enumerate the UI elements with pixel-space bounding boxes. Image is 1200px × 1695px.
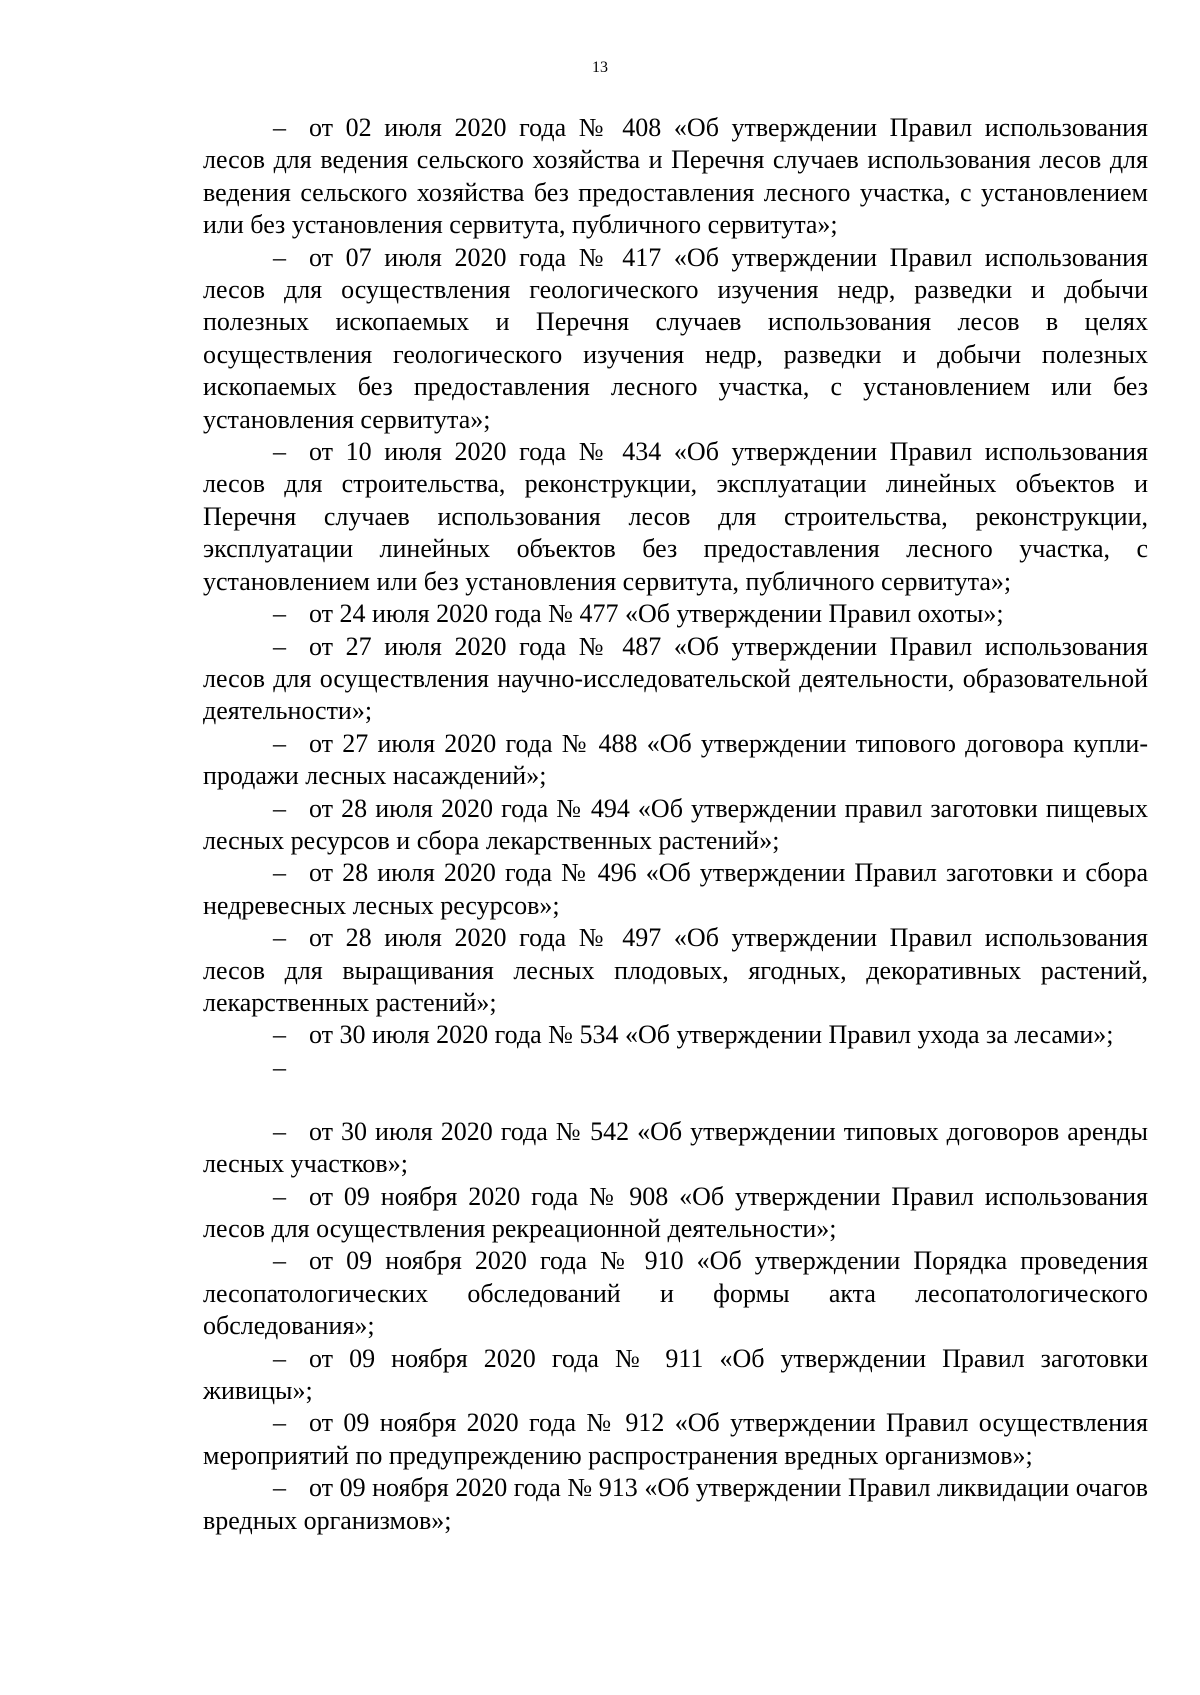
list-item-text: от 27 июля 2020 года № 487 «Об утверждении Правил использования лесов для осуществления научно-исследовательской деятельности, образовательной деятельности»; xyxy=(203,631,1148,726)
list-dash: – xyxy=(273,1246,286,1276)
decree-list xyxy=(203,112,1148,1537)
list-dash: – xyxy=(273,923,286,953)
list-item-text: от 09 ноября 2020 года № 910 «Об утверждении Порядка проведения лесопатологических обследований и формы акта лесопатологического обследования»; xyxy=(203,1246,1148,1341)
list-item-text: от 30 июля 2020 года № 542 «Об утверждении типовых договоров аренды лесных участков»; xyxy=(203,1116,1148,1179)
list-dash: – xyxy=(273,631,286,661)
list-dash: – xyxy=(273,728,286,758)
list-item xyxy=(203,436,1148,598)
page-number: 13 xyxy=(592,59,608,76)
list-dash: – xyxy=(273,437,286,467)
list-item-text: от 09 ноября 2020 года № 912 «Об утверждении Правил осуществления мероприятий по предупреждению распространения вредных организмов»; xyxy=(203,1408,1148,1470)
list-dash: – xyxy=(273,242,286,272)
list-item-text: от 02 июля 2020 года № 408 «Об утверждении Правил использования лесов для ведения сельского хозяйства и Перечня случаев использования лесов для ведения сельского хозяйства без предоставления лесного участка, с установлением или без установления сервитута, публичного сервитута»; xyxy=(203,113,1148,240)
list-dash: – xyxy=(273,1408,286,1438)
list-item xyxy=(203,112,1148,242)
list-item-text: от 28 июля 2020 года № 496 «Об утверждении Правил заготовки и сбора недревесных лесных ресурсов»; xyxy=(203,858,1148,920)
list-dash: – xyxy=(273,1052,286,1082)
list-item xyxy=(203,1116,1148,1181)
list-item xyxy=(203,1245,1148,1342)
list-item-text: от 27 июля 2020 года № 488 «Об утверждении типового договора купли-продажи лесных насаждений»; xyxy=(203,728,1148,791)
list-dash: – xyxy=(273,1343,286,1373)
list-dash: – xyxy=(273,1020,286,1050)
list-item xyxy=(203,793,1148,858)
list-item-text: от 09 ноября 2020 года № 911 «Об утверждении Правил заготовки живицы»; xyxy=(203,1343,1148,1406)
list-item xyxy=(203,1019,1148,1051)
list-item xyxy=(203,1181,1148,1246)
list-dash: – xyxy=(273,1116,286,1146)
list-dash: – xyxy=(273,599,286,629)
list-item xyxy=(203,922,1148,1019)
list-item xyxy=(203,1407,1148,1472)
list-item xyxy=(203,1472,1148,1537)
list-item xyxy=(203,857,1148,922)
list-item xyxy=(203,728,1148,793)
list-item-text: от 09 ноября 2020 года № 908 «Об утверждении Правил использования лесов для осуществления рекреационной деятельности»; xyxy=(203,1181,1148,1243)
list-item-empty xyxy=(203,1052,1148,1116)
list-item-text: от 10 июля 2020 года № 434 «Об утверждении Правил использования лесов для строительства, реконструкции, эксплуатации линейных объектов и Перечня случаев использования лесов для строительства, реконструкции, эксплуатации линейных объектов без предоставления лесного участка, с установлением или без установления сервитута, публичного сервитута»; xyxy=(203,437,1148,596)
list-item xyxy=(203,598,1148,630)
list-dash: – xyxy=(273,113,286,142)
list-dash: – xyxy=(273,1473,286,1503)
list-item-text: от 24 июля 2020 года № 477 «Об утверждении Правил охоты»; xyxy=(309,599,1004,629)
list-item-text: от 09 ноября 2020 года № 913 «Об утверждении Правил ликвидации очагов вредных организмов»; xyxy=(203,1473,1148,1535)
list-item xyxy=(203,631,1148,728)
list-item-text: от 28 июля 2020 года № 494 «Об утверждении правил заготовки пищевых лесных ресурсов и сбора лекарственных растений»; xyxy=(203,793,1148,855)
list-item xyxy=(203,242,1148,436)
list-item-text: от 28 июля 2020 года № 497 «Об утверждении Правил использования лесов для выращивания лесных плодовых, ягодных, декоративных растений, лекарственных растений»; xyxy=(203,923,1148,1017)
list-item-text: от 30 июля 2020 года № 534 «Об утверждении Правил ухода за лесами»; xyxy=(309,1020,1114,1050)
list-dash: – xyxy=(273,1181,286,1211)
list-item xyxy=(203,1343,1148,1408)
list-dash: – xyxy=(273,858,286,888)
list-dash: – xyxy=(273,793,286,823)
list-item-text: от 07 июля 2020 года № 417 «Об утверждении Правил использования лесов для осуществления геологического изучения недр, разведки и добычи полезных ископаемых и Перечня случаев использования лесов в целях осуществления геологического изучения недр, разведки и добычи полезных ископаемых без предоставления лесного участка, с установлением или без установления сервитута»; xyxy=(203,242,1148,434)
